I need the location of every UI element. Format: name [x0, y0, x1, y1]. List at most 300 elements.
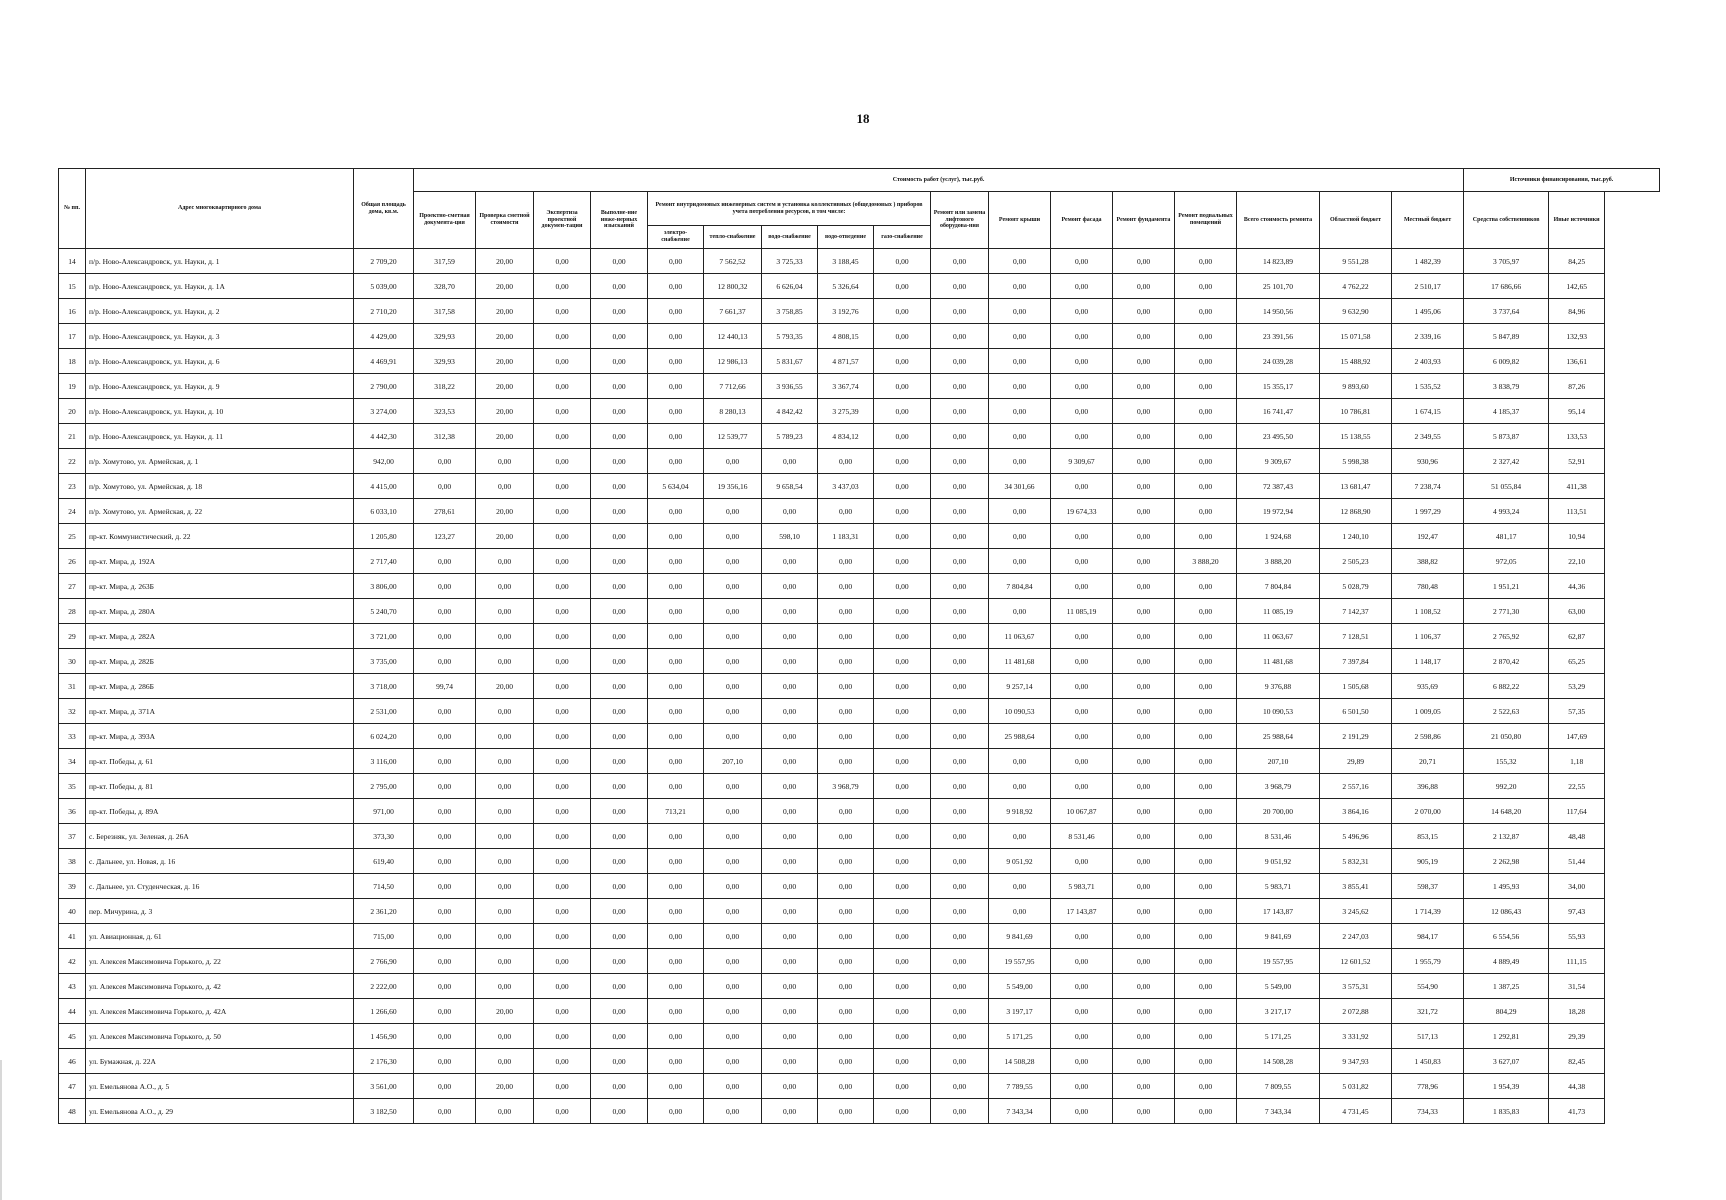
cell-check: 20,00 — [476, 299, 534, 324]
cell-check: 20,00 — [476, 1074, 534, 1099]
cell-basement: 0,00 — [1175, 449, 1237, 474]
cell-sewer: 0,00 — [818, 724, 874, 749]
cell-area: 373,30 — [354, 824, 414, 849]
cell-area: 2 795,00 — [354, 774, 414, 799]
cell-roof: 9 918,92 — [989, 799, 1051, 824]
cell-other: 97,43 — [1549, 899, 1605, 924]
cell-electric: 0,00 — [648, 824, 704, 849]
cell-heat: 0,00 — [704, 724, 762, 749]
cell-total: 7 809,55 — [1237, 1074, 1320, 1099]
cell-design: 317,58 — [414, 299, 476, 324]
cell-heat: 0,00 — [704, 824, 762, 849]
cell-n: 32 — [59, 699, 86, 724]
cell-owners: 6 882,22 — [1464, 674, 1549, 699]
cell-basement: 0,00 — [1175, 274, 1237, 299]
cell-water: 0,00 — [762, 949, 818, 974]
cell-address: ул. Бумажная, д. 22А — [86, 1049, 354, 1074]
cell-water: 5 789,23 — [762, 424, 818, 449]
cell-sewer: 0,00 — [818, 1099, 874, 1124]
cell-foundation: 0,00 — [1113, 524, 1175, 549]
cell-elevator: 0,00 — [931, 374, 989, 399]
cell-local: 780,48 — [1392, 574, 1464, 599]
cell-other: 34,00 — [1549, 874, 1605, 899]
cell-elevator: 0,00 — [931, 724, 989, 749]
cell-total: 7 343,34 — [1237, 1099, 1320, 1124]
cell-total: 25 101,70 — [1237, 274, 1320, 299]
cell-total: 15 355,17 — [1237, 374, 1320, 399]
cell-basement: 0,00 — [1175, 324, 1237, 349]
cell-gas: 0,00 — [874, 649, 931, 674]
cell-other: 57,35 — [1549, 699, 1605, 724]
cell-facade: 0,00 — [1051, 1024, 1113, 1049]
cell-local: 2 598,86 — [1392, 724, 1464, 749]
header-gas: газо-снабжение — [874, 226, 931, 249]
table-row — [59, 774, 1660, 799]
cell-regional: 10 786,81 — [1320, 399, 1392, 424]
table-row — [59, 374, 1660, 399]
cell-other: 82,45 — [1549, 1049, 1605, 1074]
cell-foundation: 0,00 — [1113, 624, 1175, 649]
cell-gas: 0,00 — [874, 999, 931, 1024]
cell-electric: 0,00 — [648, 649, 704, 674]
cell-electric: 0,00 — [648, 449, 704, 474]
cell-surveys: 0,00 — [591, 324, 648, 349]
cell-electric: 0,00 — [648, 974, 704, 999]
cell-address: пр-кт. Коммунистический, д. 22 — [86, 524, 354, 549]
cell-total: 11 481,68 — [1237, 649, 1320, 674]
cell-owners: 21 050,80 — [1464, 724, 1549, 749]
cell-foundation: 0,00 — [1113, 724, 1175, 749]
cell-surveys: 0,00 — [591, 599, 648, 624]
cell-local: 1 535,52 — [1392, 374, 1464, 399]
cell-check: 0,00 — [476, 774, 534, 799]
cell-surveys: 0,00 — [591, 749, 648, 774]
cell-facade: 0,00 — [1051, 249, 1113, 274]
cell-area: 4 469,91 — [354, 349, 414, 374]
cell-address: п/р. Ново-Александровск, ул. Науки, д. 1 — [86, 249, 354, 274]
cell-surveys: 0,00 — [591, 699, 648, 724]
table-row — [59, 699, 1660, 724]
cell-check: 0,00 — [476, 599, 534, 624]
cell-elevator: 0,00 — [931, 449, 989, 474]
cell-total: 10 090,53 — [1237, 699, 1320, 724]
cell-foundation: 0,00 — [1113, 974, 1175, 999]
cell-electric: 0,00 — [648, 524, 704, 549]
cell-n: 23 — [59, 474, 86, 499]
cell-gas: 0,00 — [874, 849, 931, 874]
table-row — [59, 499, 1660, 524]
cell-electric: 0,00 — [648, 349, 704, 374]
cell-area: 3 806,00 — [354, 574, 414, 599]
cell-sewer: 0,00 — [818, 499, 874, 524]
cell-area: 2 531,00 — [354, 699, 414, 724]
cell-regional: 3 331,92 — [1320, 1024, 1392, 1049]
cell-sewer: 1 183,31 — [818, 524, 874, 549]
cell-roof: 7 343,34 — [989, 1099, 1051, 1124]
header-surveys: Выполне-ние инже-нерных изысканий — [591, 192, 648, 249]
cell-local: 1 482,39 — [1392, 249, 1464, 274]
cell-area: 715,00 — [354, 924, 414, 949]
cell-total: 7 804,84 — [1237, 574, 1320, 599]
cell-check: 0,00 — [476, 874, 534, 899]
cell-local: 1 108,52 — [1392, 599, 1464, 624]
cell-check: 20,00 — [476, 499, 534, 524]
cell-other: 111,15 — [1549, 949, 1605, 974]
cell-other: 55,93 — [1549, 924, 1605, 949]
cell-roof: 0,00 — [989, 399, 1051, 424]
cell-owners: 2 870,42 — [1464, 649, 1549, 674]
cell-basement: 0,00 — [1175, 399, 1237, 424]
cell-owners: 972,05 — [1464, 549, 1549, 574]
cell-gas: 0,00 — [874, 1024, 931, 1049]
cell-facade: 0,00 — [1051, 474, 1113, 499]
cell-address: с. Березняк, ул. Зеленая, д. 26А — [86, 824, 354, 849]
cell-regional: 1 505,68 — [1320, 674, 1392, 699]
cell-surveys: 0,00 — [591, 274, 648, 299]
cell-regional: 15 138,55 — [1320, 424, 1392, 449]
cell-foundation: 0,00 — [1113, 649, 1175, 674]
cell-gas: 0,00 — [874, 324, 931, 349]
cell-expertise: 0,00 — [534, 924, 591, 949]
cell-other: 51,44 — [1549, 849, 1605, 874]
cell-address: пр-кт. Мира, д. 280А — [86, 599, 354, 624]
table-row — [59, 1074, 1660, 1099]
cell-area: 3 182,50 — [354, 1099, 414, 1124]
cell-sewer: 3 367,74 — [818, 374, 874, 399]
cell-heat: 12 800,32 — [704, 274, 762, 299]
cell-sewer: 0,00 — [818, 1024, 874, 1049]
cell-heat: 207,10 — [704, 749, 762, 774]
cell-owners: 6 009,82 — [1464, 349, 1549, 374]
cell-elevator: 0,00 — [931, 924, 989, 949]
cell-heat: 0,00 — [704, 549, 762, 574]
table-row — [59, 574, 1660, 599]
cell-address: ул. Емельянова А.О., д. 29 — [86, 1099, 354, 1124]
table-row — [59, 449, 1660, 474]
cell-electric: 0,00 — [648, 374, 704, 399]
cell-design: 0,00 — [414, 924, 476, 949]
cell-regional: 2 557,16 — [1320, 774, 1392, 799]
cell-owners: 5 847,89 — [1464, 324, 1549, 349]
cell-regional: 2 247,03 — [1320, 924, 1392, 949]
header-owners: Средства собственников — [1464, 192, 1549, 249]
cell-gas: 0,00 — [874, 724, 931, 749]
cell-design: 329,93 — [414, 349, 476, 374]
cell-total: 11 085,19 — [1237, 599, 1320, 624]
cell-regional: 13 681,47 — [1320, 474, 1392, 499]
cell-design: 0,00 — [414, 799, 476, 824]
cell-water: 0,00 — [762, 974, 818, 999]
cell-check: 0,00 — [476, 574, 534, 599]
header-engineering-group: Ремонт внутридомовых инженерных систем и установка коллективных (общедомовых ) приборов учета потребления ресурсов, в том числе: — [648, 192, 931, 226]
cell-check: 0,00 — [476, 974, 534, 999]
cell-foundation: 0,00 — [1113, 1024, 1175, 1049]
cell-gas: 0,00 — [874, 299, 931, 324]
cell-total: 11 063,67 — [1237, 624, 1320, 649]
cell-area: 6 033,10 — [354, 499, 414, 524]
cell-area: 2 709,20 — [354, 249, 414, 274]
cell-facade: 0,00 — [1051, 724, 1113, 749]
cell-owners: 1 292,81 — [1464, 1024, 1549, 1049]
cell-address: пр-кт. Победы, д. 61 — [86, 749, 354, 774]
cell-water: 0,00 — [762, 574, 818, 599]
cell-expertise: 0,00 — [534, 599, 591, 624]
cell-water: 0,00 — [762, 849, 818, 874]
cell-check: 20,00 — [476, 349, 534, 374]
table-row — [59, 249, 1660, 274]
cell-elevator: 0,00 — [931, 249, 989, 274]
table-row — [59, 524, 1660, 549]
cell-check: 0,00 — [476, 849, 534, 874]
cell-water: 0,00 — [762, 899, 818, 924]
header-num: № пп. — [59, 169, 86, 249]
cell-elevator: 0,00 — [931, 949, 989, 974]
cell-surveys: 0,00 — [591, 1099, 648, 1124]
cell-n: 46 — [59, 1049, 86, 1074]
cell-basement: 0,00 — [1175, 524, 1237, 549]
cell-regional: 2 072,88 — [1320, 999, 1392, 1024]
cell-address: пр-кт. Мира, д. 263Б — [86, 574, 354, 599]
cell-roof: 9 051,92 — [989, 849, 1051, 874]
cell-roof: 0,00 — [989, 899, 1051, 924]
cell-basement: 0,00 — [1175, 949, 1237, 974]
cell-basement: 0,00 — [1175, 699, 1237, 724]
cell-heat: 7 661,37 — [704, 299, 762, 324]
cell-facade: 0,00 — [1051, 524, 1113, 549]
cell-heat: 0,00 — [704, 924, 762, 949]
cell-check: 0,00 — [476, 949, 534, 974]
cell-roof: 9 257,14 — [989, 674, 1051, 699]
cell-basement: 0,00 — [1175, 499, 1237, 524]
cell-owners: 155,32 — [1464, 749, 1549, 774]
cell-check: 0,00 — [476, 924, 534, 949]
cell-owners: 2 327,42 — [1464, 449, 1549, 474]
cell-area: 2 176,30 — [354, 1049, 414, 1074]
cell-water: 0,00 — [762, 599, 818, 624]
cell-electric: 0,00 — [648, 774, 704, 799]
cell-facade: 0,00 — [1051, 299, 1113, 324]
cell-expertise: 0,00 — [534, 399, 591, 424]
cell-check: 0,00 — [476, 799, 534, 824]
cell-surveys: 0,00 — [591, 974, 648, 999]
cell-owners: 804,29 — [1464, 999, 1549, 1024]
cell-check: 0,00 — [476, 724, 534, 749]
cell-n: 14 — [59, 249, 86, 274]
cell-n: 16 — [59, 299, 86, 324]
cell-roof: 0,00 — [989, 449, 1051, 474]
cell-total: 1 924,68 — [1237, 524, 1320, 549]
cell-design: 0,00 — [414, 749, 476, 774]
cell-regional: 7 397,84 — [1320, 649, 1392, 674]
cell-elevator: 0,00 — [931, 1024, 989, 1049]
table-row — [59, 649, 1660, 674]
cell-regional: 7 128,51 — [1320, 624, 1392, 649]
cell-expertise: 0,00 — [534, 574, 591, 599]
cell-local: 853,15 — [1392, 824, 1464, 849]
cell-owners: 1 951,21 — [1464, 574, 1549, 599]
cell-area: 2 222,00 — [354, 974, 414, 999]
cell-n: 24 — [59, 499, 86, 524]
cell-n: 41 — [59, 924, 86, 949]
cell-area: 942,00 — [354, 449, 414, 474]
header-design: Проектно-сметная документа-ция — [414, 192, 476, 249]
cell-address: с. Дальнее, ул. Новая, д. 16 — [86, 849, 354, 874]
cell-roof: 34 301,66 — [989, 474, 1051, 499]
cell-expertise: 0,00 — [534, 999, 591, 1024]
cell-design: 0,00 — [414, 899, 476, 924]
cell-area: 2 361,20 — [354, 899, 414, 924]
cell-water: 5 831,67 — [762, 349, 818, 374]
cell-foundation: 0,00 — [1113, 1049, 1175, 1074]
cell-water: 0,00 — [762, 499, 818, 524]
cell-expertise: 0,00 — [534, 449, 591, 474]
cell-foundation: 0,00 — [1113, 774, 1175, 799]
cell-owners: 6 554,56 — [1464, 924, 1549, 949]
cell-regional: 15 071,58 — [1320, 324, 1392, 349]
cell-address: ул. Алексея Максимовича Горького, д. 42 — [86, 974, 354, 999]
cell-foundation: 0,00 — [1113, 799, 1175, 824]
cell-electric: 0,00 — [648, 849, 704, 874]
cell-facade: 0,00 — [1051, 549, 1113, 574]
cell-design: 0,00 — [414, 649, 476, 674]
cell-other: 117,64 — [1549, 799, 1605, 824]
cell-local: 321,72 — [1392, 999, 1464, 1024]
cell-heat: 0,00 — [704, 1024, 762, 1049]
cell-elevator: 0,00 — [931, 824, 989, 849]
cell-foundation: 0,00 — [1113, 749, 1175, 774]
cell-owners: 4 185,37 — [1464, 399, 1549, 424]
cell-surveys: 0,00 — [591, 449, 648, 474]
cell-area: 2 766,90 — [354, 949, 414, 974]
cell-roof: 0,00 — [989, 299, 1051, 324]
cell-check: 0,00 — [476, 649, 534, 674]
cell-total: 9 051,92 — [1237, 849, 1320, 874]
cell-sewer: 0,00 — [818, 974, 874, 999]
cell-address: п/р. Ново-Александровск, ул. Науки, д. 6 — [86, 349, 354, 374]
cell-sewer: 3 968,79 — [818, 774, 874, 799]
cell-expertise: 0,00 — [534, 624, 591, 649]
cell-elevator: 0,00 — [931, 499, 989, 524]
cell-total: 3 968,79 — [1237, 774, 1320, 799]
cell-basement: 0,00 — [1175, 774, 1237, 799]
cell-n: 25 — [59, 524, 86, 549]
cell-roof: 0,00 — [989, 824, 1051, 849]
cell-water: 3 936,55 — [762, 374, 818, 399]
cell-roof: 0,00 — [989, 524, 1051, 549]
cell-gas: 0,00 — [874, 1074, 931, 1099]
cell-local: 1 106,37 — [1392, 624, 1464, 649]
cell-gas: 0,00 — [874, 749, 931, 774]
cell-heat: 7 562,52 — [704, 249, 762, 274]
table-row — [59, 874, 1660, 899]
cell-design: 0,00 — [414, 1049, 476, 1074]
cell-gas: 0,00 — [874, 274, 931, 299]
cell-n: 45 — [59, 1024, 86, 1049]
cell-check: 0,00 — [476, 824, 534, 849]
repair-cost-table — [58, 168, 1660, 1124]
cell-expertise: 0,00 — [534, 499, 591, 524]
cell-address: пр-кт. Победы, д. 89А — [86, 799, 354, 824]
cell-water: 0,00 — [762, 674, 818, 699]
cell-local: 2 070,00 — [1392, 799, 1464, 824]
cell-local: 1 714,39 — [1392, 899, 1464, 924]
table-row — [59, 1049, 1660, 1074]
cell-elevator: 0,00 — [931, 549, 989, 574]
cell-facade: 0,00 — [1051, 674, 1113, 699]
cell-other: 31,54 — [1549, 974, 1605, 999]
cell-facade: 0,00 — [1051, 274, 1113, 299]
cell-water: 9 658,54 — [762, 474, 818, 499]
cell-area: 3 116,00 — [354, 749, 414, 774]
cell-address: п/р. Хомутово, ул. Армейская, д. 1 — [86, 449, 354, 474]
cell-total: 17 143,87 — [1237, 899, 1320, 924]
cell-sewer: 0,00 — [818, 549, 874, 574]
cell-heat: 0,00 — [704, 799, 762, 824]
cell-sewer: 0,00 — [818, 574, 874, 599]
cell-basement: 0,00 — [1175, 349, 1237, 374]
cell-elevator: 0,00 — [931, 299, 989, 324]
cell-gas: 0,00 — [874, 799, 931, 824]
cell-n: 19 — [59, 374, 86, 399]
cell-sewer: 0,00 — [818, 824, 874, 849]
cell-water: 0,00 — [762, 699, 818, 724]
cell-foundation: 0,00 — [1113, 699, 1175, 724]
table-row — [59, 624, 1660, 649]
cell-n: 35 — [59, 774, 86, 799]
cell-foundation: 0,00 — [1113, 674, 1175, 699]
cell-elevator: 0,00 — [931, 649, 989, 674]
cell-n: 47 — [59, 1074, 86, 1099]
cell-total: 5 983,71 — [1237, 874, 1320, 899]
cell-n: 20 — [59, 399, 86, 424]
cell-check: 0,00 — [476, 1099, 534, 1124]
cell-total: 5 171,25 — [1237, 1024, 1320, 1049]
cell-owners: 3 838,79 — [1464, 374, 1549, 399]
cell-expertise: 0,00 — [534, 424, 591, 449]
cell-elevator: 0,00 — [931, 799, 989, 824]
cell-check: 0,00 — [476, 749, 534, 774]
cell-check: 0,00 — [476, 624, 534, 649]
cell-local: 2 403,93 — [1392, 349, 1464, 374]
cell-local: 1 450,83 — [1392, 1049, 1464, 1074]
cell-regional: 4 731,45 — [1320, 1099, 1392, 1124]
cell-other: 41,73 — [1549, 1099, 1605, 1124]
cell-surveys: 0,00 — [591, 874, 648, 899]
cell-address: п/р. Ново-Александровск, ул. Науки, д. 10 — [86, 399, 354, 424]
header-elevator: Ремонт или замена лифтового оборудова-ния — [931, 192, 989, 249]
table-row — [59, 724, 1660, 749]
cell-n: 38 — [59, 849, 86, 874]
cell-check: 20,00 — [476, 399, 534, 424]
table-row — [59, 1024, 1660, 1049]
cell-local: 1 009,05 — [1392, 699, 1464, 724]
cell-water: 0,00 — [762, 649, 818, 674]
cell-expertise: 0,00 — [534, 349, 591, 374]
table-row — [59, 849, 1660, 874]
cell-foundation: 0,00 — [1113, 549, 1175, 574]
cell-design: 0,00 — [414, 774, 476, 799]
cell-water: 4 842,42 — [762, 399, 818, 424]
cell-facade: 0,00 — [1051, 374, 1113, 399]
cell-check: 20,00 — [476, 249, 534, 274]
cell-electric: 0,00 — [648, 599, 704, 624]
cell-heat: 0,00 — [704, 874, 762, 899]
cell-design: 312,38 — [414, 424, 476, 449]
cell-heat: 0,00 — [704, 674, 762, 699]
cell-electric: 0,00 — [648, 899, 704, 924]
cell-elevator: 0,00 — [931, 849, 989, 874]
header-foundation: Ремонт фундамента — [1113, 192, 1175, 249]
